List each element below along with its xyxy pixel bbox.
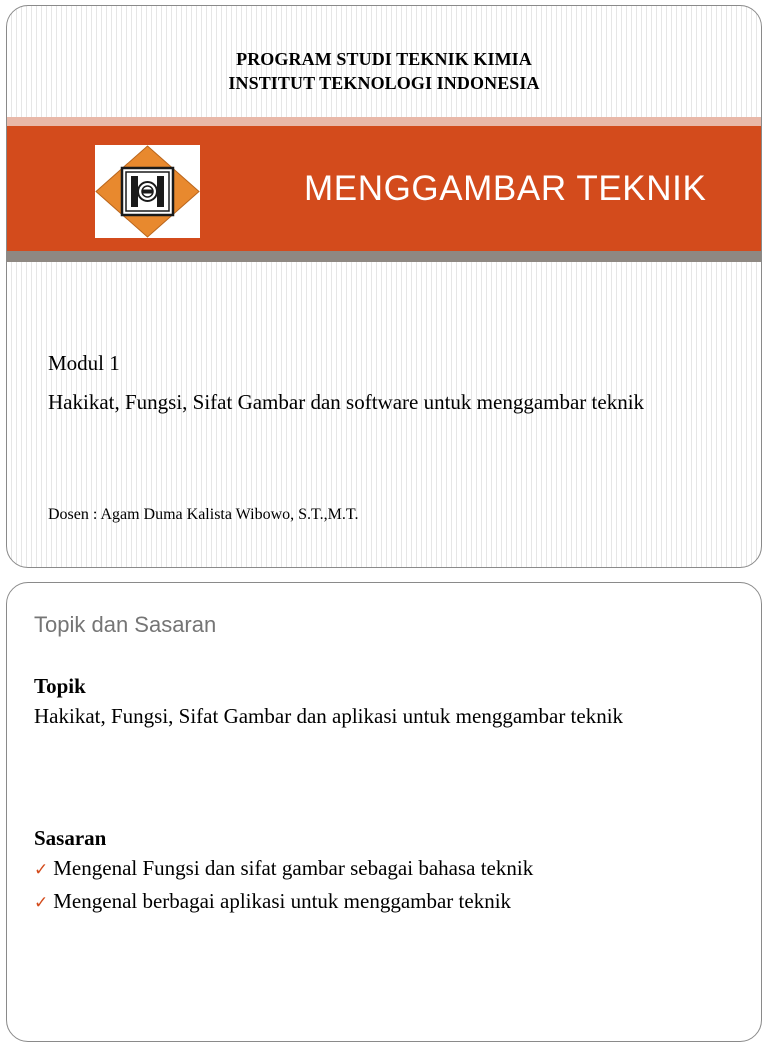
- course-title: MENGGAMBAR TEKNIK: [304, 169, 707, 208]
- topic-text: Hakikat, Fungsi, Sifat Gambar dan aplikasi untuk menggambar teknik: [34, 704, 624, 728]
- checkmark-icon: ✓: [34, 893, 49, 913]
- university-logo: [95, 145, 200, 238]
- accent-line: [7, 117, 761, 126]
- checkmark-icon: ✓: [34, 860, 49, 880]
- list-item: [34, 853, 533, 886]
- lecturer-name: Dosen : Agam Duma Kalista Wibowo, S.T.,M.T.: [48, 506, 359, 523]
- goal-text: Mengenal berbagai aplikasi untuk menggambar teknik: [53, 889, 512, 913]
- list-item: [34, 886, 533, 919]
- module-number: Modul 1: [48, 351, 120, 375]
- module-description: Hakikat, Fungsi, Sifat Gambar dan software untuk menggambar teknik: [48, 390, 645, 414]
- institute-name: INSTITUT TEKNOLOGI INDONESIA: [228, 73, 540, 93]
- goals-heading: Sasaran: [34, 826, 107, 850]
- goal-text: Mengenal Fungsi dan sifat gambar sebagai bahasa teknik: [53, 856, 534, 880]
- institution-header: [7, 47, 761, 95]
- goals-list: [34, 853, 533, 919]
- university-emblem-icon: [95, 145, 200, 238]
- title-slide: [6, 5, 762, 568]
- slide-title: Topik dan Sasaran: [34, 612, 217, 637]
- topics-slide: [6, 582, 762, 1042]
- program-name: PROGRAM STUDI TEKNIK KIMIA: [236, 49, 532, 69]
- banner-divider: [7, 251, 761, 262]
- topic-heading: Topik: [34, 674, 86, 698]
- title-banner: [7, 126, 761, 251]
